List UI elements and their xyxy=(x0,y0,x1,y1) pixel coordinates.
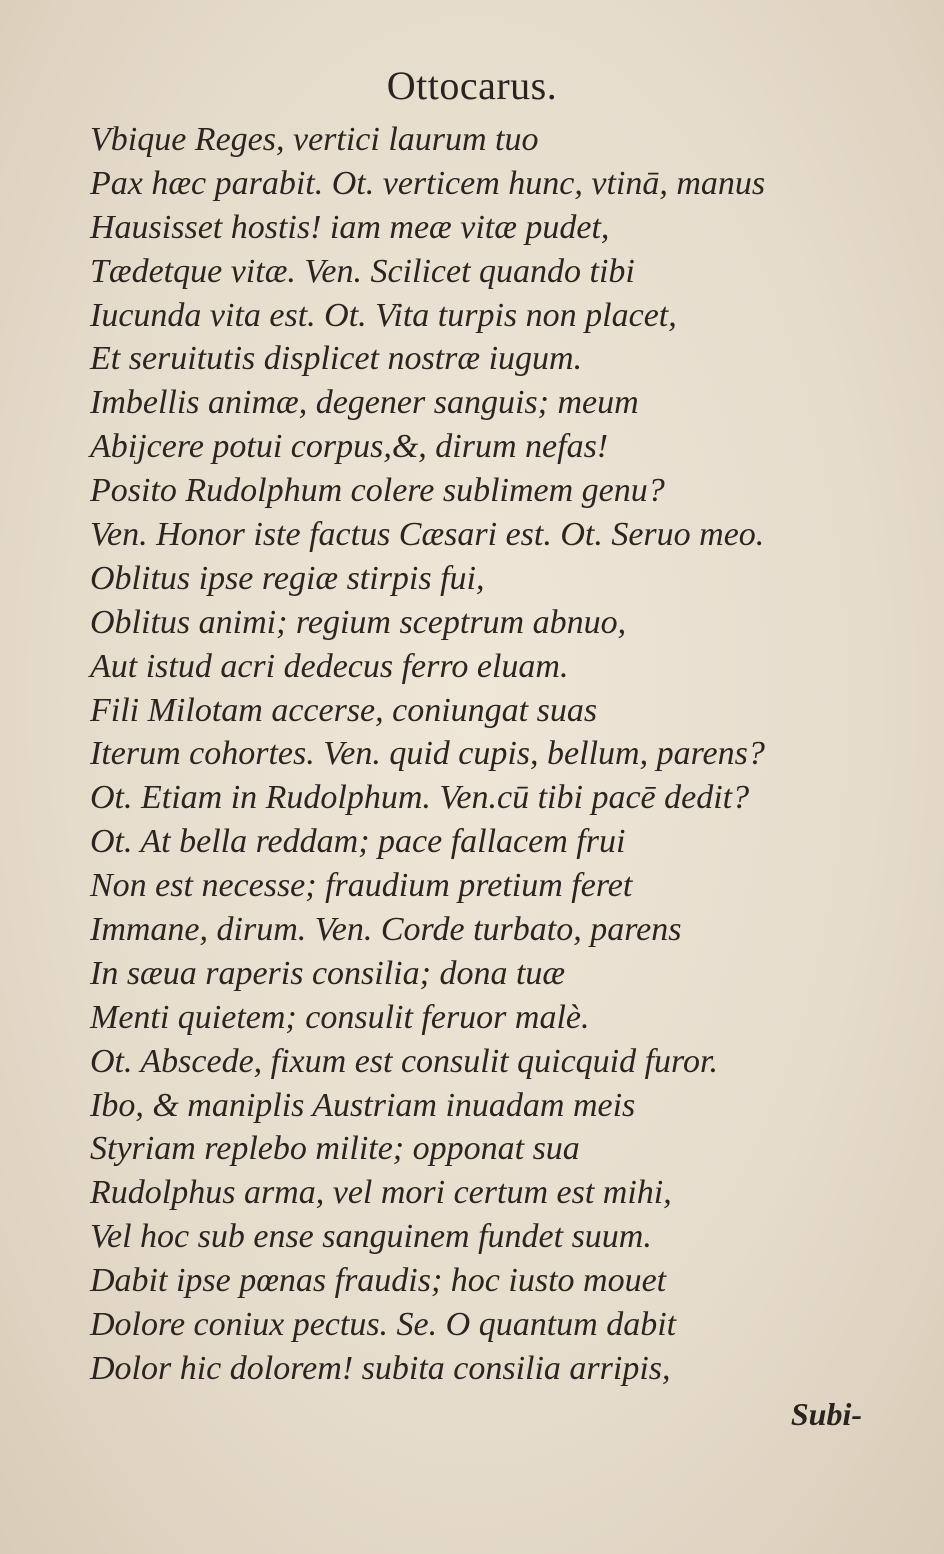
verse-line: Ven. Honor iste factus Cæsari est. Ot. Seruo meo. xyxy=(90,516,765,554)
verse-line: Ibo, & maniplis Austriam inuadam meis xyxy=(90,1086,636,1124)
verse-line: Non est necesse; fraudium pretium feret xyxy=(90,867,633,905)
verse-line: Dabit ipse pœnas fraudis; hoc iusto mouet xyxy=(90,1262,667,1300)
verse-line: Fili Milotam accerse, coniungat suas xyxy=(90,691,598,729)
verse-line: Dolor hic dolorem! subita consilia arripis, xyxy=(90,1349,671,1387)
verse-line: Vbique Reges, vertici laurum tuo xyxy=(90,121,539,158)
verse-line: Abijcere potui corpus,&, dirum nefas! xyxy=(90,428,609,466)
verse-block xyxy=(90,118,890,1391)
verse-line: Menti quietem; consulit feruor malè. xyxy=(90,998,590,1036)
verse-line: Ot. Etiam in Rudolphum. Ven.cū tibi pacē dedit? xyxy=(90,779,750,817)
verse-line: Aut istud acri dedecus ferro eluam. xyxy=(90,647,569,685)
verse-line: Et seruitutis displicet nostræ iugum. xyxy=(90,340,583,378)
verse-line: Styriam replebo milite; opponat sua xyxy=(90,1130,580,1168)
verse-line: Pax hæc parabit. Ot. verticem hunc, vtinā, manus xyxy=(90,164,766,202)
verse-line: Ot. At bella reddam; pace fallacem frui xyxy=(90,823,626,861)
verse-line: Rudolphus arma, vel mori certum est mihi, xyxy=(90,1174,672,1212)
verse-line: Immane, dirum. Ven. Corde turbato, parens xyxy=(90,911,682,949)
verse-line: Iucunda vita est. Ot. Vita turpis non placet, xyxy=(90,296,677,334)
verse-line: Imbellis animæ, degener sanguis; meum xyxy=(90,384,639,422)
verse-line: Hausisset hostis! iam meæ vitæ pudet, xyxy=(90,208,610,246)
verse-line: Dolore coniux pectus. Se. O quantum dabit xyxy=(90,1306,677,1344)
verse-line: In sæua raperis consilia; dona tuæ xyxy=(90,954,566,992)
verse-line: Ot. Abscede, fixum est consulit quicquid furor. xyxy=(90,1042,718,1080)
verse-line: Oblitus ipse regiæ stirpis fui, xyxy=(90,559,485,597)
catchword: Subi- xyxy=(790,1396,862,1432)
verse-line: Oblitus animi; regium sceptrum abnuo, xyxy=(90,603,627,641)
verse-line: Iterum cohortes. Ven. quid cupis, bellum, parens? xyxy=(90,735,765,773)
verse-line: Tædetque vitæ. Ven. Scilicet quando tibi xyxy=(90,252,635,290)
verse-line: Posito Rudolphum colere sublimem genu? xyxy=(90,472,665,510)
verse-line: Vel hoc sub ense sanguinem fundet suum. xyxy=(90,1218,652,1256)
running-header: Ottocarus. xyxy=(386,63,558,108)
